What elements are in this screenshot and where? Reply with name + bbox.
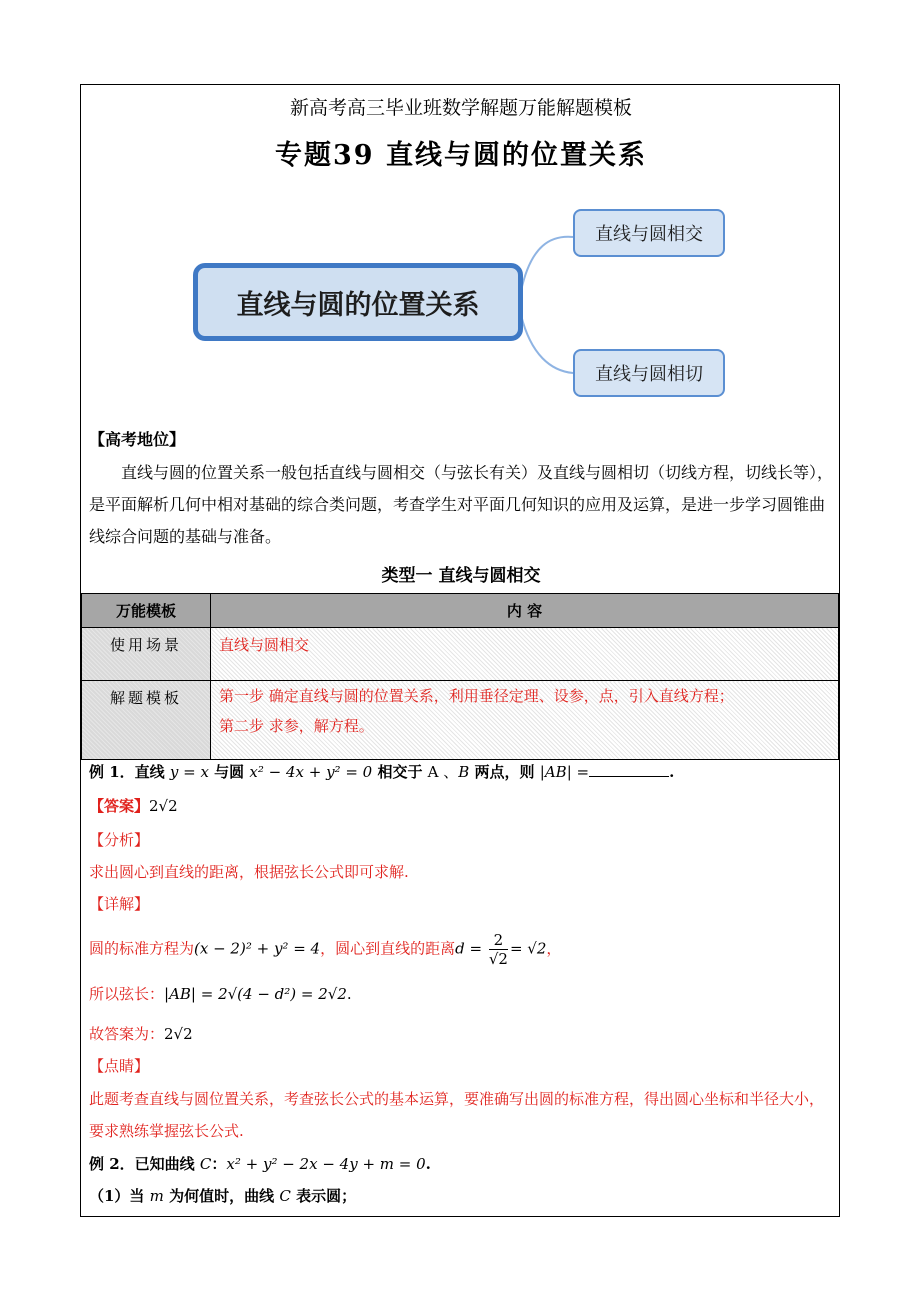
col-header-content: 内 容: [211, 594, 839, 628]
fraction-denominator: √2: [488, 950, 508, 968]
q1-var: m: [149, 1187, 164, 1205]
example1-text-then: 两点，则: [469, 763, 540, 781]
comment-label: 【点睛】: [89, 1057, 150, 1075]
detail-1-text: 圆的标准方程为: [89, 939, 195, 958]
mindmap-main-node: 直线与圆的位置关系: [193, 263, 523, 341]
page-title: 专题39 直线与圆的位置关系: [275, 140, 647, 171]
example2-end: .: [425, 1155, 431, 1173]
q1-curve: C: [279, 1187, 291, 1205]
detail-1-text2: ，圆心到直线的距离: [320, 939, 456, 958]
step-2-line: 第二步 求参，解方程。: [219, 717, 374, 735]
example1-end: .: [669, 763, 675, 781]
detail-2-end: .: [346, 985, 352, 1003]
detail-line-2: [89, 983, 352, 1004]
detail-2-text: 所以弦长：: [89, 985, 165, 1003]
detail-3-eq: 2√2: [164, 1025, 193, 1043]
example1-separator: 、: [438, 763, 459, 781]
analysis-label: 【分析】: [89, 831, 150, 849]
answer-value: 2√2: [149, 797, 178, 815]
mindmap-branch-intersect: 直线与圆相交: [573, 209, 725, 257]
example2-question-1: [89, 1185, 356, 1206]
answer-blank: [589, 762, 669, 777]
example1-point-b: B: [458, 763, 470, 781]
page-subtitle: 新高考高三毕业班数学解题万能解题模板: [289, 97, 632, 119]
q1-end: 表示圆；: [290, 1187, 357, 1205]
q1-mid: 为何值时，曲线: [163, 1187, 280, 1205]
answer-line: [89, 795, 178, 816]
row-label-steps: 解题模板: [82, 681, 211, 760]
example2-colon: ：: [211, 1155, 227, 1173]
template-table: [81, 593, 839, 760]
detail-3-text: 故答案为：: [89, 1025, 165, 1043]
example1-prefix: 例 1．直线: [89, 763, 170, 781]
scenario-line: 直线与圆相交: [219, 636, 310, 654]
detail-1-d: d =: [455, 939, 483, 958]
detail-2-eq: |AB| = 2√(4 − d²) = 2√2: [164, 985, 347, 1003]
connector-lower: [521, 315, 573, 373]
distance-fraction: [489, 931, 508, 968]
example1-point-a: A: [427, 763, 439, 781]
step-1-line: 第一步 确定直线与圆的位置关系，利用垂径定理、设参，点，引入直线方程；: [219, 687, 734, 705]
example2-curve-eq: x² + y² − 2x − 4y + m = 0: [226, 1155, 426, 1173]
row-label-scenario: 使用场景: [82, 628, 211, 681]
page-frame: [80, 84, 840, 1217]
fraction-numerator: 2: [489, 931, 508, 950]
example2-question: [89, 1153, 431, 1174]
mindmap-connectors: [81, 85, 841, 415]
detail-1-result: = √2: [509, 939, 547, 958]
row-content-scenario: [211, 628, 839, 681]
answer-label: 【答案】: [89, 797, 150, 815]
table-row: [82, 681, 839, 760]
comment-text: 此题考查直线与圆位置关系，考查弦长公式的基本运算，要准确写出圆的标准方程，得出圆心坐标和半径大小，要求熟练掌握弦长公式.: [89, 1090, 825, 1140]
col-header-template: 万能模板: [82, 594, 211, 628]
example1-question: [89, 761, 674, 782]
example1-text-circle: 与圆: [208, 763, 250, 781]
example1-abs-expr: |AB| =: [539, 763, 590, 781]
table-row: [82, 628, 839, 681]
example1-text-intersect: 相交于: [372, 763, 428, 781]
detail-line-3: [89, 1023, 193, 1044]
example1-line-eq: y = x: [169, 763, 209, 781]
template-table-header: [82, 594, 839, 628]
connector-upper: [521, 237, 573, 291]
example2-prefix: 例 2．已知曲线: [89, 1155, 200, 1173]
position-text: 直线与圆的位置关系一般包括直线与圆相交（与弦长有关）及直线与圆相切（切线方程，切线长等），是平面解析几何中相对基础的综合类问题，考查学生对平面几何知识的应用及运算，是进一步学习圆锥曲线综合问题的基础与准备。: [89, 463, 834, 546]
detail-1-eq: (x − 2)² + y² = 4: [194, 939, 321, 958]
row-content-steps: [211, 681, 839, 760]
position-heading: 【高考地位】: [89, 430, 186, 449]
detail-1-end: ，: [546, 939, 562, 958]
detail-line-1: [89, 931, 561, 971]
detail-label: 【详解】: [89, 895, 150, 913]
example1-circle-eq: x² − 4x + y² = 0: [249, 763, 373, 781]
type1-heading: 类型一 直线与圆相交: [381, 566, 541, 586]
q1-prefix: （1）当: [89, 1187, 150, 1205]
mindmap-branch-tangent: 直线与圆相切: [573, 349, 725, 397]
example2-curve: C: [199, 1155, 212, 1173]
analysis-text: 求出圆心到直线的距离，根据弦长公式即可求解.: [89, 863, 409, 881]
